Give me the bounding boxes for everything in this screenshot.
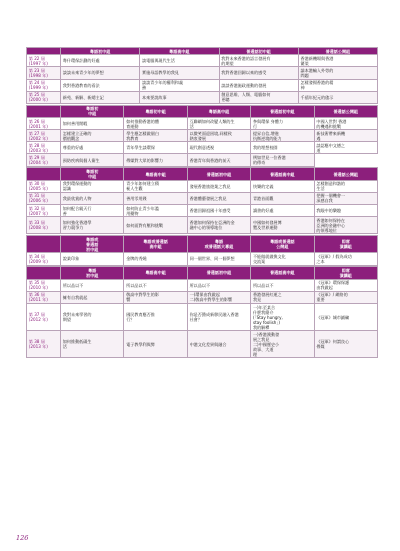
- edition-label: 第 27 屆 (2002 年): [27, 130, 61, 142]
- column-header: [27, 236, 61, 253]
- topic-cell: 中國如何發展博 覽及世界運動: [251, 217, 314, 234]
- topic-cell: 中國入世對 香港 的機遇和挑戰: [314, 117, 377, 129]
- topic-cell: 本來要說故事: [140, 91, 219, 103]
- edition-label: 第 29 屆 (2004 年): [27, 154, 61, 166]
- topic-cell: 《冠軍》/ 網絡的 重要: [314, 291, 377, 303]
- topic-cell: 香港如何保持在亞洲的金 融中心的領導地位: [187, 217, 250, 234]
- topic-cell: 我對香港教育的看法: [61, 79, 140, 91]
- topic-cell: 傳媒對大眾的影響力: [124, 154, 187, 166]
- topic-cell: 我對未來學習的 期望: [61, 303, 124, 330]
- topic-cell: 怎樣創造和諧的 生活: [314, 180, 377, 192]
- column-header: 粵語高中組: [124, 168, 187, 180]
- topic-cell: 香港回歸祖國十年感受: [187, 205, 250, 217]
- table-row: [27, 117, 378, 129]
- column-header: 普通話初中組: [187, 168, 250, 180]
- topic-cell: 現代創意透視: [187, 142, 250, 154]
- topic-cell: 香港青年與香港的前天: [187, 154, 250, 166]
- column-header: 普通話初中組: [251, 105, 314, 117]
- topic-cell: 粵什環保計劃的好處: [61, 55, 140, 67]
- column-header: 粵語 或普通話大專組: [187, 236, 250, 253]
- header-row: [27, 48, 378, 55]
- topic-cell: 《冠軍》城市鋪礦: [314, 303, 377, 330]
- topic-cell: 電子教學利與弊: [124, 331, 187, 358]
- table-row: [27, 67, 378, 79]
- topic-cell: 互聯網如何改變人類的生 活: [187, 117, 250, 129]
- column-header: [27, 267, 61, 279]
- topics-section-table: [26, 167, 378, 234]
- header-row: [27, 168, 378, 180]
- column-header: 普通話初中組: [187, 267, 250, 279]
- topic-cell: 我眼中的樂趣: [314, 205, 377, 217]
- column-header: 粵語初 中組: [61, 105, 124, 117]
- topics-section-table: [26, 47, 378, 104]
- topic-cell: 香港體藝發展之我見: [187, 192, 250, 204]
- edition-label: 第 25 屆 (2000 年): [27, 91, 61, 103]
- column-header: 普通話高中組: [251, 267, 314, 279]
- topic-cell: 預防疾病與個人衛生: [61, 154, 124, 166]
- topic-cell: 你是否贊成新移民融入香港 社會？: [187, 303, 250, 330]
- topic-cell: 快樂的定義: [251, 180, 314, 192]
- topic-cell: 《冠軍》/ 假為成功 之本: [314, 253, 377, 265]
- column-header: 普通話公開組: [298, 48, 377, 55]
- column-header: 即席 演講組: [314, 267, 377, 279]
- topic-cell: 青少年如何建立積 極人生觀: [124, 180, 187, 192]
- topic-cell: 所以品以不: [124, 279, 187, 291]
- edition-label: 第 37 屆 (2012 年): [27, 303, 61, 330]
- table-row: [27, 192, 378, 204]
- column-header: 粵語初中組: [61, 48, 140, 55]
- table-row: [27, 279, 378, 291]
- edition-label: 第 31 屆 (2006 年): [27, 192, 61, 204]
- topic-cell: 怎樣發揚香港的精 神: [298, 79, 377, 91]
- column-header: 粵語或普通話 高中組: [124, 236, 187, 253]
- topic-cell: 一)香港澳動發 展之我見 二)中國歷史小 故事、大道 理: [251, 331, 314, 358]
- topic-cell: 我的埋想校園: [251, 142, 314, 154]
- column-header: [27, 48, 61, 55]
- topic-cell: 所以品以不: [251, 279, 314, 291]
- topic-cell: 例如世見一位香港 的傳奇: [251, 154, 314, 166]
- table-row: [27, 253, 378, 265]
- topic-cell: 《冠軍》何謂良心 傳媒: [314, 331, 377, 358]
- column-header: [27, 105, 61, 117]
- topic-cell: 如何推動低碳生 活: [61, 331, 124, 358]
- topic-cell: 一)年至某合 什麼我簡介 (「Stay hungry, stay foolish」) 我的解釋: [251, 303, 314, 330]
- table-row: [27, 331, 378, 358]
- column-header: 普通話公開組: [314, 168, 377, 180]
- topic-cell: 善用零用錢: [124, 192, 187, 204]
- edition-label: 第 24 屆 (1999 年): [27, 79, 61, 91]
- topic-cell: 如何防止青少年濫 用藥物: [124, 205, 187, 217]
- column-header: 粵語或普通話 公開組: [251, 236, 314, 253]
- edition-label: 第 26 屆 (2001 年): [27, 117, 61, 129]
- topic-cell: 香港新機場與香港 繁榮: [298, 55, 377, 67]
- header-row: [27, 236, 378, 253]
- column-header: 粵語或 普通話 初中組: [61, 236, 124, 253]
- topic-cell: 我最欣賞的人物: [61, 192, 124, 204]
- topic-cell: 如何配合親天行 善: [61, 205, 124, 217]
- topic-cell: 新技術帶來新機 遇: [314, 130, 377, 142]
- table-row: [27, 303, 378, 330]
- topic-cell: 青港首面觀: [251, 192, 314, 204]
- topic-cell: 千禧年紀元的啟示: [298, 91, 377, 103]
- header-row: [27, 105, 378, 117]
- topic-cell: 金牌的秀燒: [124, 253, 187, 265]
- edition-label: 第 38 屆 (2013 年): [27, 331, 61, 358]
- edition-label: 第 30 屆 (2005 年): [27, 180, 61, 192]
- topic-cell: 參與環保 身體力 行: [251, 117, 314, 129]
- column-header: 即席 演講組: [314, 236, 377, 253]
- column-header: 普通話公開組: [314, 105, 377, 117]
- topic-cell: 如何面對有壓和挑戰: [124, 217, 187, 234]
- column-header: 普通話初中組: [219, 48, 298, 55]
- column-header: 粵語 初中組: [61, 267, 124, 279]
- edition-label: 第 23 屆 (1998 年): [27, 67, 61, 79]
- topic-cell: 我對環保運動的 認識: [61, 180, 124, 192]
- column-header: 粵語初中組: [124, 105, 187, 117]
- header-row: [27, 267, 378, 279]
- page-number: 126: [16, 534, 29, 542]
- table-row: [27, 217, 378, 234]
- topic-cell: 尊重的好處: [61, 142, 124, 154]
- topic-cell: 香港發展紅運之 我見: [251, 291, 314, 303]
- table-row: [27, 130, 378, 142]
- topic-cell: 中港文化差異與融合: [187, 331, 250, 358]
- topic-cell: 所以品以不: [61, 279, 124, 291]
- topic-cell: 所以品以不: [187, 279, 250, 291]
- topic-cell: 怎樣建立正確的 價值觀念: [61, 130, 124, 142]
- section-gap: [26, 358, 377, 359]
- topic-cell: 青年學生談環保: [124, 142, 187, 154]
- table-row: [27, 91, 378, 103]
- topic-cell: 不能做就做換文化 交流案: [251, 253, 314, 265]
- topic-cell: 論本港輸入外勞的 問題: [298, 67, 377, 79]
- topic-cell: 如何推動香港的體 育運動: [124, 117, 187, 129]
- edition-label: 第 34 屆 (2009 年): [27, 253, 61, 265]
- topic-cell: 讀書的好處: [251, 205, 314, 217]
- table-row: [27, 142, 378, 154]
- topic-cell: 談電腦與現代生活: [140, 55, 219, 67]
- topic-cell: 以微笑面迎困境,同樣致 熱衷發展: [187, 130, 250, 142]
- table-row: [27, 205, 378, 217]
- column-header: 粵語初 中組: [61, 168, 124, 180]
- topic-cell: 新苑、新解、新總主記: [61, 91, 140, 103]
- column-header: 粵語高中組: [124, 267, 187, 279]
- edition-label: 第 36 屆 (2011 年): [27, 291, 61, 303]
- topic-cell: 敬高中對學生的影 響: [124, 291, 187, 303]
- topics-section-table: [26, 266, 378, 358]
- topic-cell: 香港如何保持在 亞洲的金融中心 的領導地位: [314, 217, 377, 234]
- award-topics-table: [26, 47, 377, 359]
- edition-label: 第 35 屆 (2010 年): [27, 279, 61, 291]
- topic-cell: 談談香港施政運動的發展: [219, 79, 298, 91]
- topic-cell: 提昇自信,增進 抗衡逆境的能力: [251, 130, 314, 142]
- table-row: [27, 180, 378, 192]
- column-header: 粵語高中組: [140, 48, 219, 55]
- topic-cell: 一)環保由我做起 二)敬高中對學生的影響: [187, 291, 250, 303]
- column-header: 普通話高中組: [251, 168, 314, 180]
- edition-label: 第 33 屆 (2008 年): [27, 217, 61, 234]
- topics-section-table: [26, 105, 378, 167]
- topic-cell: 學生應怎樣做個白 我教育: [124, 130, 187, 142]
- edition-label: 第 22 屆 (1997 年): [27, 55, 61, 67]
- topic-cell: 談認應中文德之 道: [314, 142, 377, 154]
- edition-label: 第 28 屆 (2003 年): [27, 142, 61, 154]
- column-header: 粵語高中組: [187, 105, 250, 117]
- topics-section-table: [26, 235, 378, 265]
- topic-cell: 實施母語教學的我見: [140, 67, 219, 79]
- topic-cell: 談談未來青少年的夢想: [61, 67, 140, 79]
- column-header: [27, 168, 61, 180]
- topic-cell: 國民教育應否推 行？: [124, 303, 187, 330]
- topic-cell: 《冠軍》環保保護 由我做起: [314, 279, 377, 291]
- topic-cell: 我對香港回歸以來的感受: [219, 67, 298, 79]
- topic-cell: 同一個世界、同一個夢想: [187, 253, 250, 265]
- topic-cell: 談談青少年的權利和義 務: [140, 79, 219, 91]
- topic-cell: 擁有自我就起: [61, 291, 124, 303]
- topic-cell: 說業印象: [61, 253, 124, 265]
- table-row: [27, 79, 378, 91]
- table-row: [27, 55, 378, 67]
- table-row: [27, 154, 378, 166]
- topic-cell: 我對未來香港的語言發展有 的期望: [219, 55, 298, 67]
- topic-cell: 創意思維、人類、電腦如何 更聰: [219, 91, 298, 103]
- topic-cell: 如何強化香港學 習力競爭力: [61, 217, 124, 234]
- topic-cell: 如何善用閒暇: [61, 117, 124, 129]
- topic-cell: 把握一個機會一 深感自我: [314, 192, 377, 204]
- topic-cell: 發展香港旅遊業之我見: [187, 180, 250, 192]
- table-row: [27, 291, 378, 303]
- edition-label: 第 32 屆 (2007 年): [27, 205, 61, 217]
